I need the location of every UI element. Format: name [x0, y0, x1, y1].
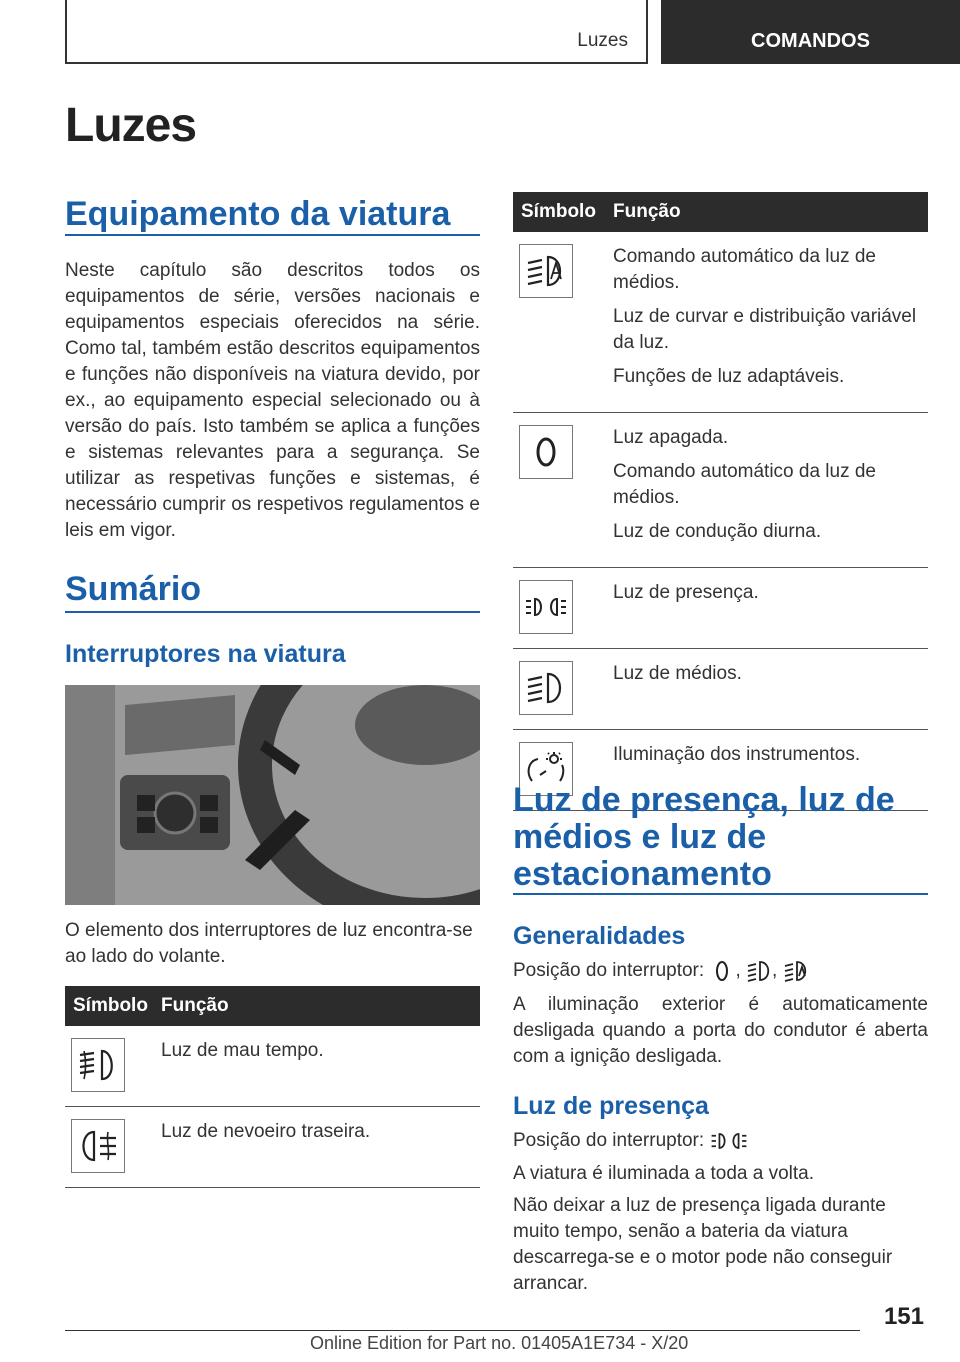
table-row-text: Luz de condução diurna.: [613, 521, 822, 542]
low-beam-icon: [519, 661, 573, 715]
col-symbol: Símbolo: [513, 192, 605, 232]
auto-headlight-icon: [519, 244, 573, 298]
pres-body-2: Não deixar a luz de presença ligada durante muito tempo, senão a bateria da viatura descarrega-se e o motor pode não conseguir arrancar.: [513, 1195, 893, 1294]
gen-position-label: Posição do interruptor:: [513, 960, 705, 981]
gen-switch-positions: [513, 958, 928, 984]
table-row-text: Luz de nevoeiro traseira.: [161, 1121, 371, 1142]
pres-body-1: A viatura é iluminada a toda a volta.: [513, 1163, 815, 1184]
parking-light-icon: [519, 580, 573, 634]
light-off-icon: [519, 425, 573, 479]
symbol-table-left: [65, 986, 480, 1188]
table-row-text: Luz de curvar e distribuição variável da luz.: [613, 306, 917, 353]
separator: ,: [772, 960, 778, 981]
col-function: Função: [605, 192, 928, 232]
sumario-heading: Sumário: [65, 570, 202, 608]
table-row: [513, 568, 928, 649]
col-symbol: Símbolo: [65, 986, 153, 1026]
header-chapter-tab: COMANDOS: [661, 0, 960, 64]
generalidades-heading: Generalidades: [513, 922, 686, 950]
symbol-table-right: [513, 192, 928, 811]
table-row-text: Comando automático da luz de médios.: [613, 461, 876, 508]
equip-body: Neste capítulo são descritos todos os equipamentos de série, versões nacionais e equipamentos especiais oferecidos na série. Como tal, também estão descritos equipamentos e funções não disponíveis na viatura devido, por ex., ao equipamento especial selecionado ou à versão do país. Isto também se aplica a funções e sistemas relevantes para a segurança. Se utilizar as respetivas funções e sistemas, é necessário cumprir os respetivos regulamentos e leis em vigor.: [65, 260, 480, 541]
presenca-heading: Luz de presença, luz de médios e luz de estacionamento: [513, 781, 895, 893]
switches-photo: [65, 685, 480, 905]
divider: [513, 893, 928, 895]
divider: [65, 234, 480, 236]
header-section: Luzes: [577, 30, 628, 51]
low-beam-icon: [746, 959, 772, 983]
switches-heading: Interruptores na viatura: [65, 640, 346, 668]
pres-position-label: Posição do interruptor:: [513, 1130, 705, 1151]
equip-heading: Equipamento da viatura: [65, 195, 451, 233]
table-row: [513, 649, 928, 730]
page-title: Luzes: [65, 99, 197, 152]
separator: ,: [735, 960, 741, 981]
table-row: [513, 232, 928, 413]
gen-body: A iluminação exterior é automaticamente desligada quando a porta do condutor é aberta com a ignição desligada.: [513, 994, 928, 1067]
header-section-box: [65, 0, 648, 64]
table-row-text: Luz de médios.: [613, 663, 742, 684]
table-row-text: Funções de luz adaptáveis.: [613, 366, 845, 387]
presenca-sub-heading: Luz de presença: [513, 1092, 709, 1120]
fog-light-icon: [71, 1038, 125, 1092]
rear-fog-light-icon: [71, 1119, 125, 1173]
table-row-text: Luz de mau tempo.: [161, 1040, 324, 1061]
table-row-text: Luz apagada.: [613, 427, 729, 448]
table-row: [65, 1107, 480, 1188]
table-row-text: Iluminação dos instrumentos.: [613, 744, 861, 765]
switches-caption: O elemento dos interruptores de luz encontra-se ao lado do volante.: [65, 920, 473, 967]
footer-edition: Online Edition for Part no. 01405A1E734 - X/20: [310, 1333, 689, 1353]
page-number: 151: [883, 1303, 924, 1330]
footer-rule: [65, 1330, 860, 1331]
light-off-icon: [709, 959, 735, 983]
divider: [65, 611, 480, 613]
auto-headlight-icon: [783, 959, 809, 983]
parking-light-icon: [709, 1129, 749, 1153]
col-function: Função: [153, 986, 480, 1026]
table-row: [65, 1026, 480, 1107]
table-row-text: Luz de presença.: [613, 582, 759, 603]
table-row-text: Comando automático da luz de médios.: [613, 246, 876, 293]
pres-switch-position: [513, 1128, 928, 1154]
table-row: [513, 413, 928, 568]
